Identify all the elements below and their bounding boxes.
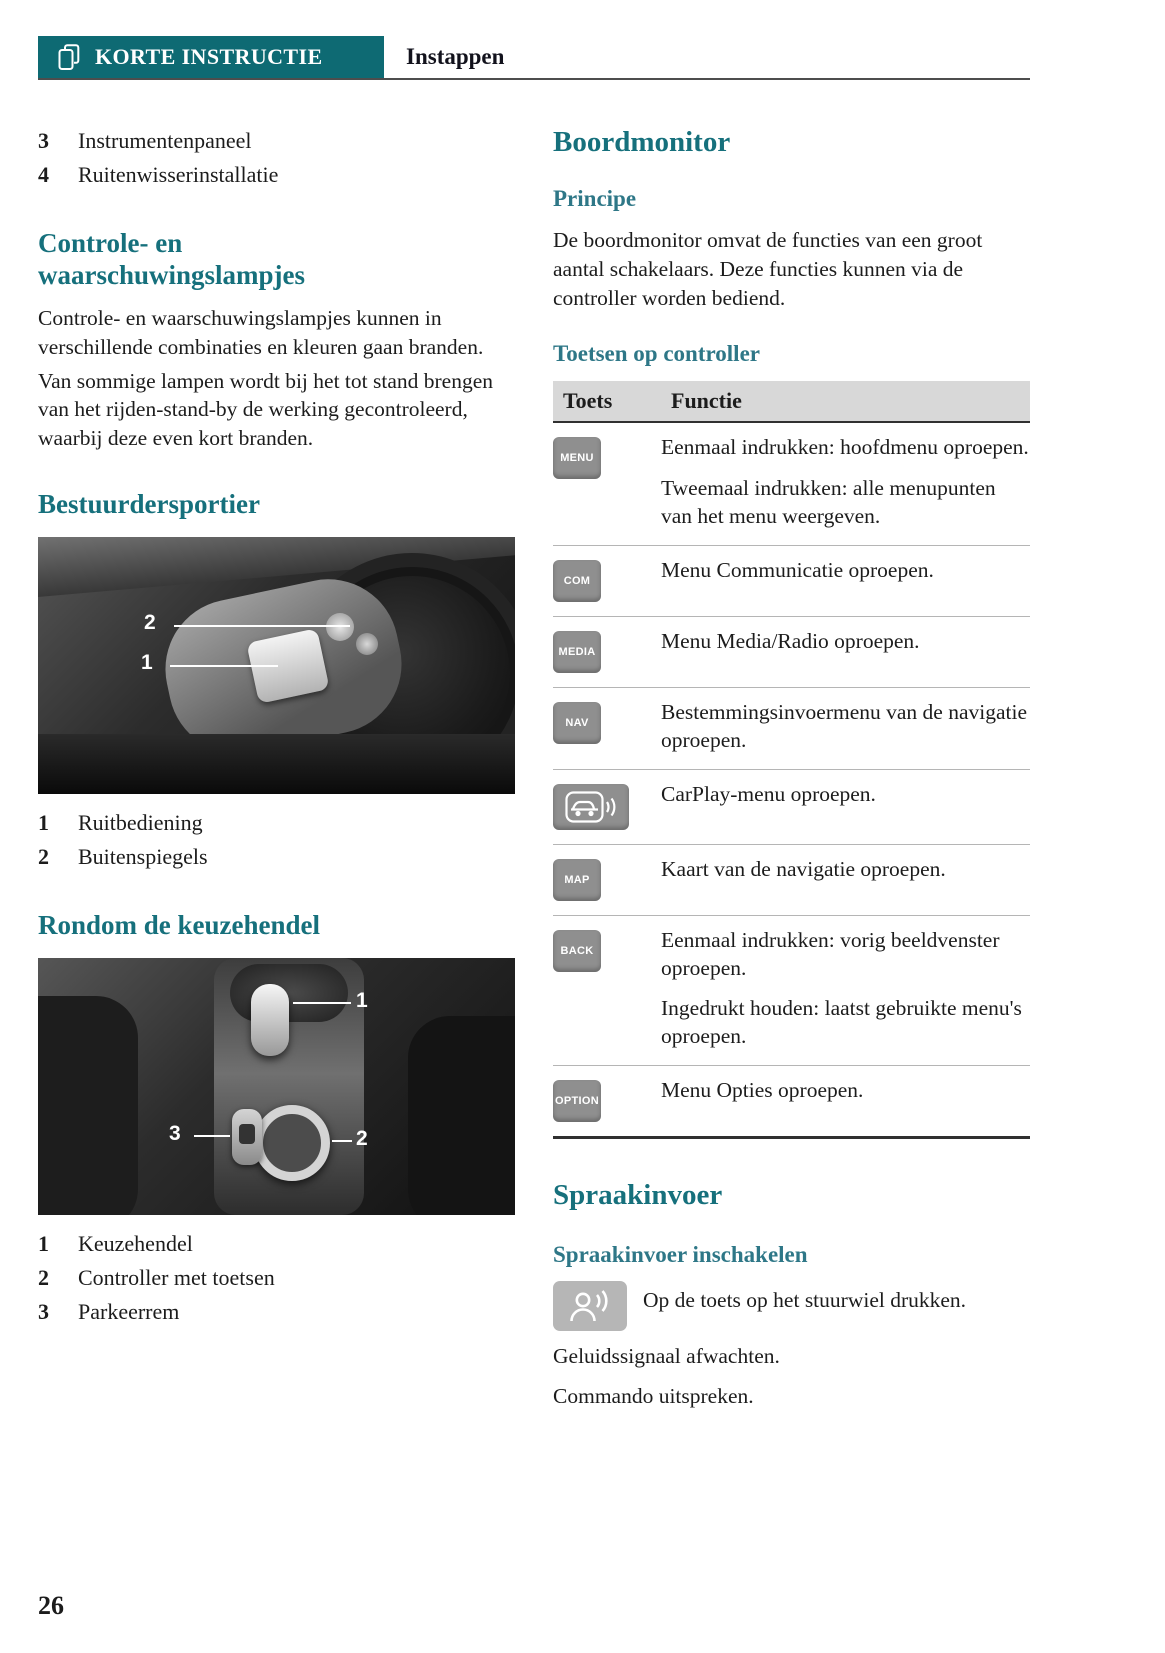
legend-number: 3 [38, 128, 49, 153]
page-header [38, 36, 1030, 80]
map-key-image: MAP [553, 859, 601, 901]
table-row [553, 617, 1030, 688]
legend-number: 3 [38, 1298, 49, 1324]
legend-number: 4 [38, 162, 49, 188]
controller-knob-shape [254, 1105, 330, 1181]
driver-door-photo [38, 537, 515, 794]
media-key-image: MEDIA [553, 631, 601, 673]
function-text: Menu Communicatie oproepen. [661, 557, 934, 582]
menu-key-image: MENU [553, 437, 601, 479]
com-key-image: COM [553, 560, 601, 602]
heading-warning-lamps: Controle- en waarschuwingslampjes [38, 228, 306, 291]
chapter-badge [38, 36, 384, 78]
legend-label: Buitenspiegels [78, 843, 208, 869]
callout-number: 2 [356, 1126, 368, 1150]
callout-number: 3 [169, 1121, 181, 1145]
function-text: Menu Opties oproepen. [661, 1078, 864, 1103]
function-text: Eenmaal indrukken: hoofdmenu oproepen. [661, 434, 1029, 459]
pages-icon [58, 44, 80, 71]
controller-keys-table [553, 381, 1030, 1139]
callout-line [170, 665, 278, 667]
legend-label: Ruitbediening [78, 809, 203, 835]
table-row [553, 546, 1030, 617]
callout-line [293, 1002, 351, 1004]
warning-lamps-paragraph-2: Van sommige lampen wordt bij het tot stand brengen van het rijden-stand-by de werking gecontroleerd, waarbij deze even kort branden. [38, 368, 493, 451]
seat-shape [408, 1016, 515, 1215]
function-text: Tweemaal indrukken: alle menupunten van het menu weergeven. [661, 475, 996, 528]
nav-key-image: NAV [553, 702, 601, 744]
column-header-key: Toets [563, 387, 613, 413]
legend-label: Ruitenwisserinstallatie [78, 162, 279, 188]
mirror-control-shape [326, 613, 354, 641]
legend-list-top [38, 124, 515, 192]
voice-step-1-text: Op de toets op het stuurwiel drukken. [643, 1288, 967, 1313]
legend-label: Instrumentenpaneel [78, 128, 252, 153]
legend-number: 2 [38, 843, 49, 869]
option-key-image: OPTION [553, 1080, 601, 1122]
table-row [553, 1066, 1030, 1136]
legend-label: Parkeerrem [78, 1298, 180, 1324]
parking-brake-shape [239, 1124, 255, 1144]
legend-list-driver-door [38, 806, 515, 874]
heading-driver-door: Bestuurdersportier [38, 488, 260, 519]
function-text: Bestemmingsinvoermenu van de navigatie oproepen. [661, 699, 1028, 752]
callout-line [194, 1135, 230, 1137]
table-row [553, 845, 1030, 916]
heading-voice-enable: Spraakinvoer inschakelen [553, 1241, 808, 1267]
right-column [553, 124, 1030, 1411]
function-text: Menu Media/Radio oproepen. [661, 628, 920, 653]
gear-selector-shape [251, 984, 289, 1056]
chapter-badge-label: KORTE INSTRUCTIE [95, 44, 323, 69]
callout-number: 1 [141, 650, 153, 674]
voice-step-3: Commando uitspreken. [553, 1384, 754, 1409]
page-number: 26 [38, 1591, 64, 1620]
seat-shape [38, 996, 138, 1215]
heading-board-monitor: Boordmonitor [553, 126, 731, 158]
function-text: Eenmaal indrukken: vorig beeldvenster oproepen. [661, 927, 1000, 980]
console-tray-shape [230, 964, 348, 1022]
table-row [553, 770, 1030, 845]
legend-list-gear-area [38, 1227, 515, 1329]
callout-number: 2 [144, 610, 156, 634]
table-header-row [553, 381, 1030, 423]
legend-item [38, 158, 515, 192]
door-bottom-shape [38, 734, 515, 794]
legend-label: Keuzehendel [78, 1230, 193, 1256]
function-text: Kaart van de navigatie oproepen. [661, 856, 946, 881]
section-title: Instappen [406, 44, 505, 69]
function-text: CarPlay-menu oproepen. [661, 781, 876, 806]
legend-number: 1 [38, 1230, 49, 1256]
table-row [553, 688, 1030, 770]
heading-voice-input: Spraakinvoer [553, 1179, 723, 1212]
legend-item [38, 840, 515, 874]
heading-controller-keys: Toetsen op controller [553, 341, 760, 367]
legend-item [38, 806, 515, 840]
voice-step-2: Geluidssignaal afwachten. [553, 1344, 780, 1369]
legend-item [38, 1227, 515, 1261]
left-column [38, 124, 515, 1411]
carplay-icon [553, 784, 629, 830]
legend-label: Controller met toetsen [78, 1264, 275, 1290]
warning-lamps-paragraph-1: Controle- en waarschuwingslampjes kunnen in verschillende combinaties en kleuren gaan branden. [38, 305, 484, 359]
column-header-function: Functie [671, 387, 742, 413]
callout-line [332, 1140, 352, 1142]
legend-number: 1 [38, 809, 49, 835]
back-key-image: BACK [553, 930, 601, 972]
table-row [553, 423, 1030, 546]
legend-number: 2 [38, 1264, 49, 1290]
callout-line [174, 625, 350, 627]
gear-area-photo [38, 958, 515, 1215]
legend-item [38, 1261, 515, 1295]
table-row [553, 916, 1030, 1067]
mirror-control-shape [356, 633, 378, 655]
callout-number: 1 [356, 988, 368, 1012]
heading-principe: Principe [553, 186, 637, 212]
legend-item [38, 124, 515, 158]
voice-input-icon [553, 1281, 627, 1331]
heading-gear-area: Rondom de keuzehendel [38, 909, 321, 940]
principe-paragraph: De boordmonitor omvat de functies van een groot aantal schakelaars. Deze functies kunnen via de controller worden bediend. [553, 227, 983, 310]
legend-item [38, 1295, 515, 1329]
function-text: Ingedrukt houden: laatst gebruikte menu's oproepen. [661, 996, 1022, 1049]
voice-step-1 [553, 1281, 1030, 1331]
